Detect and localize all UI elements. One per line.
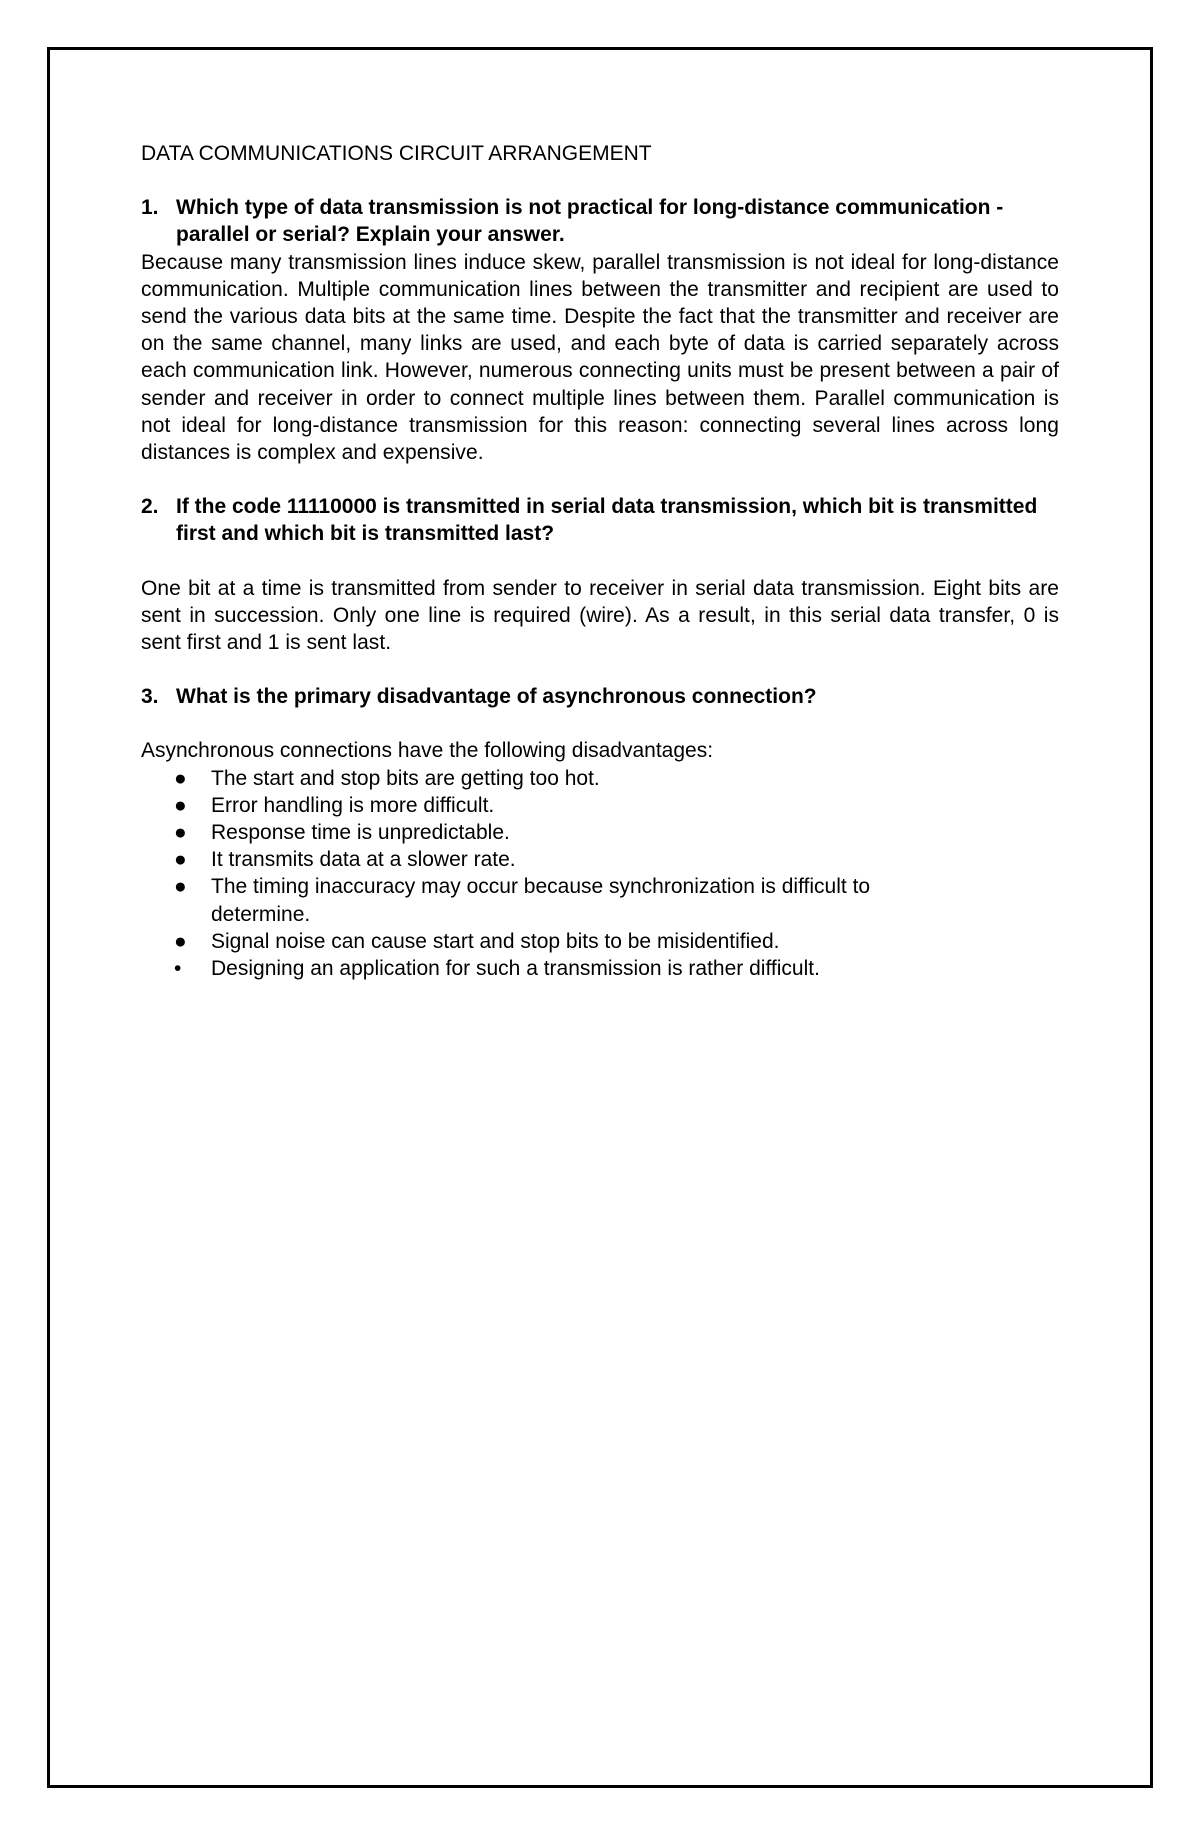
list-item-text: The start and stop bits are getting too hot. <box>211 766 600 790</box>
spacer <box>141 548 1059 575</box>
question-number: 2. <box>141 495 159 519</box>
answer-1: Because many transmission lines induce skew, parallel transmission is not ideal for long-distance communication. Multiple communication lines between the transmitter and recipient are used to send the various data bits at the same time. Despite the fact that the transmitter and receiver are on the same channel, many links are used, and each byte of data is carried separately across each communication link. However, numerous connecting units must be present between a pair of sender and receiver in order to connect multiple lines between them. Parallel communication is not ideal for long-distance transmission for this reason: connecting several lines across long distances is complex and expensive. <box>141 250 1059 465</box>
list-item-text: Signal noise can cause start and stop bits to be misidentified. <box>211 929 780 953</box>
list-item-text: Response time is unpredictable. <box>211 821 510 845</box>
list-item <box>141 846 1059 873</box>
spacer <box>141 466 1059 493</box>
document-body <box>141 140 1059 982</box>
spacer <box>141 656 1059 683</box>
list-item-text: It transmits data at a slower rate. <box>211 848 516 872</box>
document-title: DATA COMMUNICATIONS CIRCUIT ARRANGEMENT <box>141 142 652 165</box>
answer-3-intro: Asynchronous connections have the following disadvantages: <box>141 739 714 763</box>
question-2 <box>141 493 1059 547</box>
spacer <box>141 710 1059 737</box>
bullet-icon: ● <box>174 821 187 845</box>
list-item-text: Designing an application for such a transmission is rather difficult. <box>211 957 820 981</box>
bullet-icon: • <box>174 957 182 981</box>
question-3 <box>141 683 1059 710</box>
question-text: What is the primary disadvantage of asynchronous connection? <box>176 685 817 709</box>
question-number: 3. <box>141 685 159 709</box>
bullet-icon: ● <box>174 766 187 790</box>
bullet-icon: ● <box>174 793 187 817</box>
question-text: If the code 11110000 is transmitted in serial data transmission, which bit is transmitted first and which bit is transmitted last? <box>176 495 1038 546</box>
list-item <box>141 792 1059 819</box>
bullet-icon: ● <box>174 848 187 872</box>
list-item-text: The timing inaccuracy may occur because synchronization is difficult to determine. <box>211 875 871 926</box>
list-item <box>141 819 1059 846</box>
answer-2: One bit at a time is transmitted from sender to receiver in serial data transmission. Eight bits are sent in succession. Only one line is required (wire). As a result, in this serial data transfer, 0 is sent first and 1 is sent last. <box>141 576 1059 655</box>
disadvantages-list <box>141 765 1059 983</box>
list-item <box>141 928 1059 955</box>
question-1 <box>141 194 1059 248</box>
list-item-text: Error handling is more difficult. <box>211 793 495 817</box>
question-text: Which type of data transmission is not practical for long-distance communication - parallel or serial? Explain your answer. <box>176 196 1004 247</box>
bullet-icon: ● <box>174 929 187 953</box>
question-number: 1. <box>141 196 159 220</box>
list-item <box>141 955 1059 982</box>
bullet-icon: ● <box>174 875 187 899</box>
list-item <box>141 765 1059 792</box>
list-item <box>141 873 1059 927</box>
